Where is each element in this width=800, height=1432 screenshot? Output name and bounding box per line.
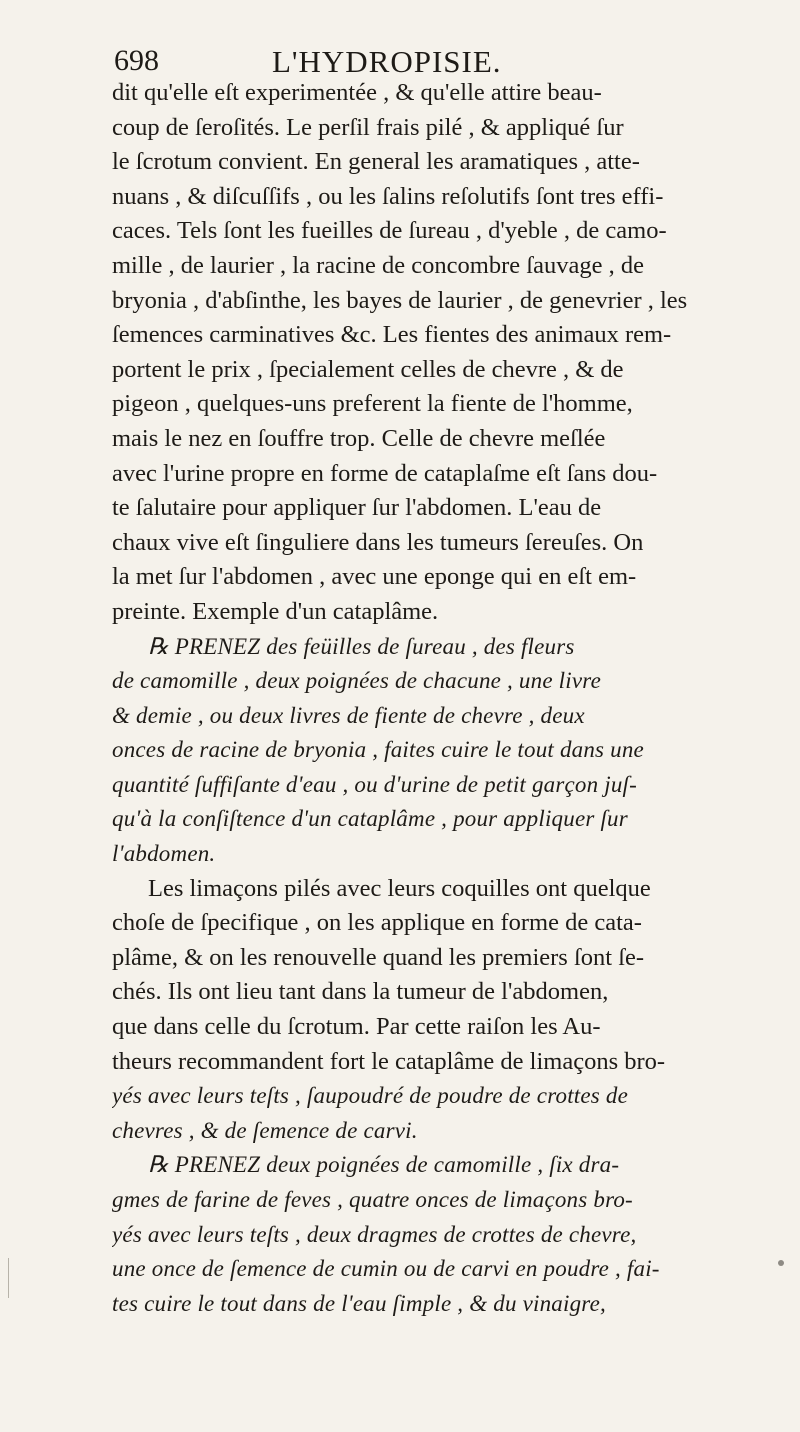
- text-line: qu'à la conſiſtence d'un cataplâme , pour appliquer ſur: [112, 806, 628, 832]
- text-line: plâme, & on les renouvelle quand les premiers ſont ſe-: [112, 943, 645, 971]
- text-line: caces. Tels ſont les fueilles de ſureau , d'yeble , de camo-: [112, 217, 667, 245]
- text-line: Les limaçons pilés avec leurs coquilles ont quelque: [148, 874, 651, 902]
- text-line: mais le nez en ſouffre trop. Celle de chevre meſlée: [112, 424, 606, 452]
- text-line: tes cuire le tout dans de l'eau ſimple , & du vinaigre,: [112, 1290, 606, 1316]
- running-head: L'HYDROPISIE.: [272, 44, 502, 79]
- body-text: [112, 76, 778, 1321]
- text-line: le ſcrotum convient. En general les aramatiques , atte-: [112, 148, 640, 176]
- margin-mark: [8, 1258, 17, 1298]
- text-line: de camomille , deux poignées de chacune , une livre: [112, 668, 601, 694]
- text-line: chaux vive eſt ſinguliere dans les tumeurs ſereuſes. On: [112, 528, 644, 556]
- text-line: quantité ſuffiſante d'eau , ou d'urine de petit garçon juſ-: [112, 771, 638, 797]
- text-line: l'abdomen.: [112, 841, 216, 867]
- text-line: coup de ſeroſités. Le perſil frais pilé , & appliqué ſur: [112, 113, 624, 141]
- text-line: yés avec leurs teſts , deux dragmes de crottes de chevre,: [112, 1221, 637, 1247]
- text-line: dit qu'elle eſt experimentée , & qu'elle attire beau-: [112, 79, 602, 106]
- text-line: choſe de ſpecifique , on les applique en forme de cata-: [112, 909, 642, 937]
- text-line: nuans , & diſcuſſifs , ou les ſalins reſolutifs ſont tres effi-: [112, 182, 664, 210]
- text-line: bryonia , d'abſinthe, les bayes de laurier , de genevrier , les: [112, 286, 688, 314]
- text-line: onces de racine de bryonia , faites cuire le tout dans une: [112, 737, 644, 763]
- text-line: pigeon , quelques-uns preferent la fiente de l'homme,: [112, 390, 633, 418]
- page-number: 698: [114, 44, 159, 77]
- text-line: chevres , & de ſemence de carvi.: [112, 1117, 418, 1143]
- text-line: theurs recommandent fort le cataplâme de limaçons bro-: [112, 1047, 666, 1075]
- ink-spot: [778, 1260, 784, 1266]
- text-line: ſemences carminatives &c. Les fientes des animaux rem-: [112, 321, 672, 349]
- text-line: une once de ſemence de cumin ou de carvi en poudre , fai-: [112, 1256, 660, 1282]
- text-line: yés avec leurs teſts , ſaupoudré de poudre de crottes de: [112, 1083, 628, 1109]
- text-line: preinte. Exemple d'un cataplâme.: [112, 597, 439, 625]
- text-line: ℞ PRENEZ deux poignées de camomille , ſix dra-: [148, 1152, 620, 1178]
- text-line: portent le prix , ſpecialement celles de chevre , & de: [112, 355, 624, 383]
- text-line: la met ſur l'abdomen , avec une eponge qui en eſt em-: [112, 563, 637, 591]
- text-line: gmes de farine de feves , quatre onces de limaçons bro-: [112, 1187, 633, 1212]
- text-line: que dans celle du ſcrotum. Par cette raiſon les Au-: [112, 1013, 601, 1041]
- text-line: te ſalutaire pour appliquer ſur l'abdomen. L'eau de: [112, 494, 602, 522]
- text-line: mille , de laurier , la racine de concombre ſauvage , de: [112, 251, 644, 279]
- text-line: & demie , ou deux livres de fiente de chevre , deux: [112, 702, 585, 728]
- text-line: avec l'urine propre en forme de cataplaſme eſt ſans dou-: [112, 459, 658, 487]
- text-line: chés. Ils ont lieu tant dans la tumeur de l'abdomen,: [112, 978, 609, 1006]
- text-line: ℞ PRENEZ des feüilles de ſureau , des fleurs: [148, 633, 575, 659]
